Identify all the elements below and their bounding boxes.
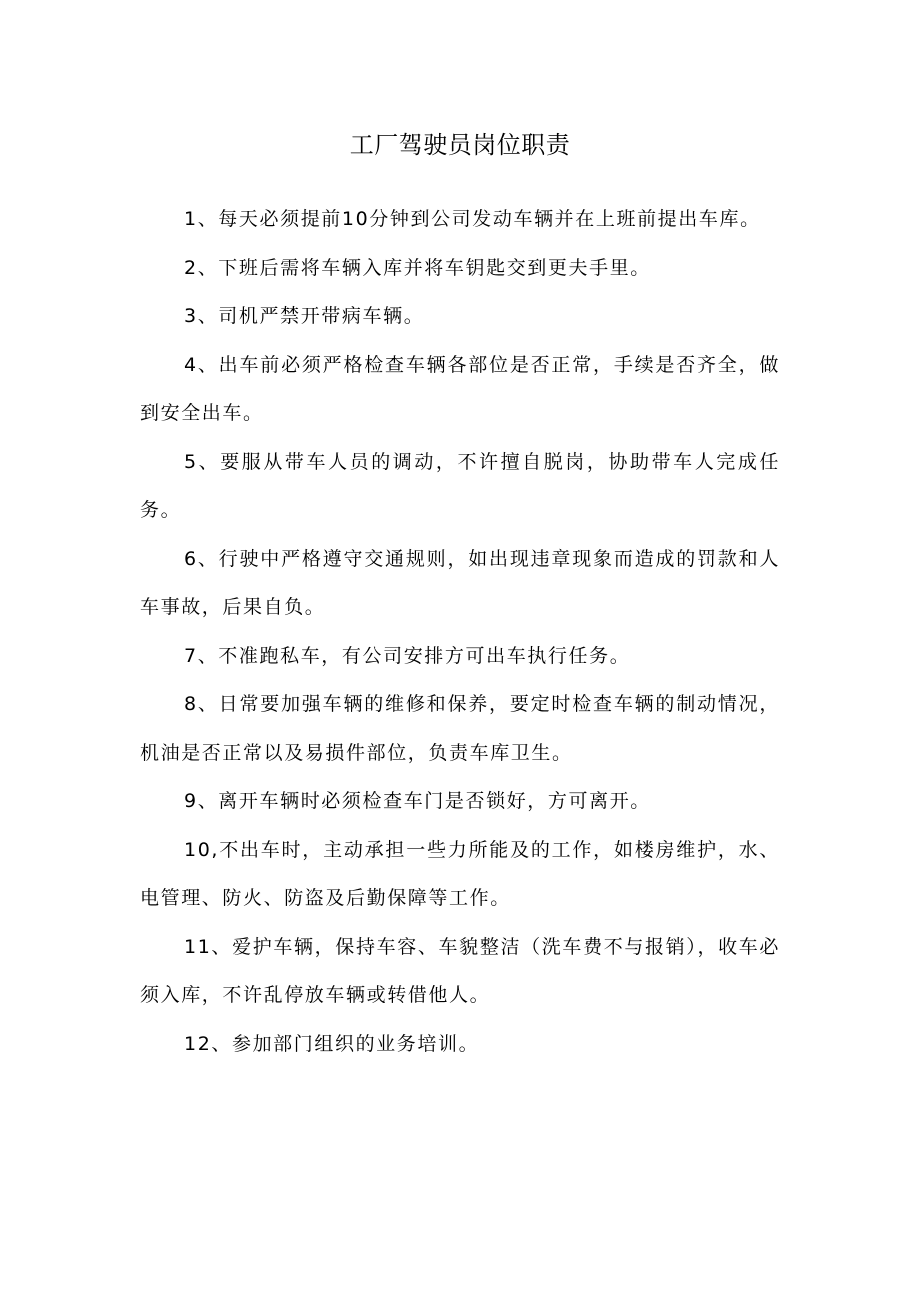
duty-item-12: 12、参加部门组织的业务培训。 [184,1032,480,1055]
duty-item-11: 11、爱护车辆，保持车容、车貌整洁（洗车费不与报销），收车必须入库，不许乱停放车辆或转借他人。 [140,935,780,1006]
duty-item-7: 7、不准跑私车，有公司安排方可出车执行任务。 [184,644,631,667]
duty-item-4: 4、出车前必须严格检查车辆各部位是否正常，手续是否齐全，做到安全出车。 [140,353,780,424]
duty-item-6: 6、行驶中严格遵守交通规则，如出现违章现象而造成的罚款和人车事故，后果自负。 [140,547,780,618]
document-title: 工厂驾驶员岗位职责 [349,131,571,159]
duty-list [140,195,780,1068]
duty-item-9: 9、离开车辆时必须检查车门是否锁好，方可离开。 [184,790,651,812]
duty-item-2: 2、下班后需将车辆入库并将车钥匙交到更夫手里。 [184,256,651,279]
duty-item-10: 10,不出车时，主动承担一些力所能及的工作，如楼房维护，水、电管理、防火、防盗及后勤保障等工作。 [140,838,780,909]
duty-item-1: 1、每天必须提前10分钟到公司发动车辆并在上班前提出车库。 [184,208,761,230]
duty-item-8: 8、日常要加强车辆的维修和保养，要定时检查车辆的制动情况，机油是否正常以及易损件部位，负责车库卫生。 [140,693,780,764]
duty-item-5: 5、要服从带车人员的调动，不许擅自脱岗，协助带车人完成任务。 [140,450,780,521]
duty-item-3: 3、司机严禁开带病车辆。 [184,305,425,327]
